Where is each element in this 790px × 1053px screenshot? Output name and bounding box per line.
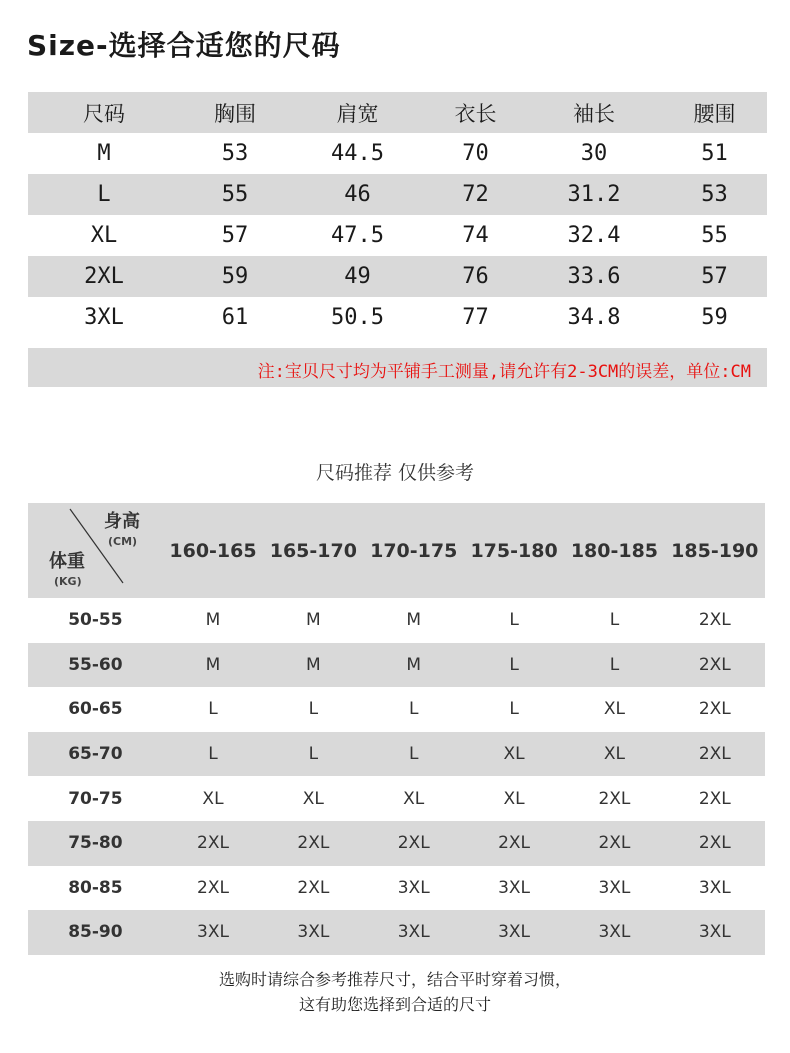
recommendation-row (28, 598, 765, 643)
weight-range: 55-60 (68, 654, 123, 675)
recommended-size: 2XL (598, 833, 631, 854)
recommendation-table (28, 503, 765, 955)
recommended-size: 2XL (698, 744, 731, 765)
recommended-size: 2XL (297, 877, 330, 898)
recommended-size: 2XL (698, 699, 731, 720)
recommended-size: L (308, 744, 319, 765)
recommended-size: M (205, 654, 221, 675)
page-title: Size-选择合适您的尺码 (27, 29, 341, 62)
height-range-header: 175-180 (470, 539, 558, 562)
recommended-size: XL (403, 788, 425, 809)
recommended-size: 3XL (397, 922, 430, 943)
size-cell: 51 (701, 141, 728, 166)
size-cell: 44.5 (331, 141, 384, 166)
recommended-size: 2XL (698, 788, 731, 809)
weight-range: 50-55 (68, 610, 123, 631)
recommendation-row (28, 866, 765, 911)
size-cell: 59 (701, 305, 728, 330)
size-row (28, 215, 767, 256)
recommended-size: XL (302, 788, 324, 809)
recommended-size: M (406, 610, 422, 631)
size-cell: 55 (221, 182, 249, 207)
size-table (28, 92, 767, 338)
recommended-size: 2XL (498, 833, 531, 854)
header-size: 尺码 (83, 101, 125, 126)
size-cell: M (97, 141, 111, 166)
size-cell: 70 (462, 141, 489, 166)
recommended-size: M (306, 610, 321, 631)
size-cell: 34.8 (567, 305, 621, 330)
recommended-size: 2XL (197, 877, 229, 898)
recommended-size: XL (603, 744, 625, 765)
recommended-size: 2XL (698, 654, 731, 675)
recommended-size: 2XL (297, 833, 330, 854)
recommended-size: XL (603, 699, 625, 720)
recommended-size: 2XL (197, 833, 229, 854)
recommended-size: 3XL (698, 877, 731, 898)
size-cell: 77 (462, 305, 489, 330)
recommended-size: 3XL (598, 922, 631, 943)
size-cell: 59 (221, 264, 249, 289)
recommended-size: L (308, 699, 319, 720)
recommended-size: L (208, 744, 218, 765)
recommended-size: L (408, 744, 419, 765)
height-range-header: 170-175 (370, 539, 458, 562)
recommended-size: XL (503, 744, 525, 765)
recommended-size: 3XL (297, 922, 330, 943)
header-chest: 胸围 (214, 101, 256, 126)
size-cell: 50.5 (331, 305, 384, 330)
weight-range: 85-90 (68, 922, 123, 943)
size-cell: 46 (344, 182, 371, 207)
height-unit: (CM) (108, 535, 138, 548)
size-row (28, 174, 767, 215)
recommended-size: XL (503, 788, 525, 809)
recommended-size: 2XL (698, 833, 731, 854)
recommendation-row (28, 643, 765, 688)
weight-label: 体重 (49, 551, 85, 572)
size-cell: 33.6 (567, 264, 621, 289)
size-cell: 30 (580, 141, 608, 166)
recommendation-title: 尺码推荐 仅供参考 (315, 462, 475, 484)
measurement-note: 注:宝贝尺寸均为平铺手工测量,请允许有2-3CM的误差，单位:CM (257, 362, 751, 382)
size-table-header (28, 92, 767, 133)
recommended-size: 3XL (598, 877, 631, 898)
recommended-size: 2XL (698, 610, 731, 631)
size-cell: 49 (344, 264, 371, 289)
recommended-size: L (509, 610, 519, 631)
recommended-size: M (205, 610, 221, 631)
height-range-header: 160-165 (169, 539, 257, 562)
recommended-size: L (208, 699, 218, 720)
recommendation-row (28, 776, 765, 821)
note-bar (28, 348, 767, 387)
footer-note (0, 967, 790, 1017)
weight-range: 75-80 (68, 833, 123, 854)
recommendation-row (28, 821, 765, 866)
recommended-size: L (408, 699, 419, 720)
size-cell: 53 (221, 141, 249, 166)
header-length: 衣长 (454, 101, 497, 126)
size-cell: 55 (701, 223, 728, 248)
corner-cell (28, 503, 163, 598)
recommended-size: 2XL (598, 788, 631, 809)
size-cell: 47.5 (331, 223, 384, 248)
size-cell: XL (90, 223, 118, 248)
recommended-size: 3XL (197, 922, 229, 943)
size-cell: 72 (462, 182, 489, 207)
recommended-size: L (609, 654, 620, 675)
height-range-header: 185-190 (671, 539, 759, 562)
recommendation-row (28, 910, 765, 955)
weight-range: 65-70 (68, 744, 123, 765)
recommended-size: XL (202, 788, 224, 809)
recommended-size: M (306, 654, 321, 675)
recommended-size: L (509, 654, 519, 675)
size-cell: L (97, 182, 111, 207)
size-cell: 61 (221, 305, 249, 330)
weight-unit: (KG) (54, 575, 82, 588)
size-row (28, 297, 767, 338)
size-cell: 2XL (84, 264, 124, 289)
header-shoulder: 肩宽 (336, 101, 379, 126)
size-cell: 32.4 (567, 223, 621, 248)
header-sleeve: 袖长 (573, 101, 615, 126)
recommended-size: 3XL (698, 922, 731, 943)
recommended-size: 3XL (397, 877, 430, 898)
size-cell: 57 (221, 223, 249, 248)
recommended-size: 2XL (397, 833, 430, 854)
recommended-size: L (509, 699, 519, 720)
footer-line-2: 这有助您选择到合适的尺寸 (298, 995, 491, 1014)
weight-range: 80-85 (68, 877, 123, 898)
size-cell: 31.2 (567, 182, 621, 207)
recommended-size: M (406, 654, 422, 675)
recommended-size: L (609, 610, 620, 631)
height-label: 身高 (104, 511, 140, 532)
weight-range: 60-65 (68, 699, 123, 720)
height-range-header: 165-170 (269, 539, 357, 562)
size-cell: 74 (462, 223, 489, 248)
size-cell: 53 (701, 182, 728, 207)
size-cell: 76 (462, 264, 489, 289)
size-cell: 57 (701, 264, 728, 289)
recommendation-header (28, 503, 765, 598)
recommended-size: 3XL (498, 877, 531, 898)
recommendation-row (28, 687, 765, 732)
height-range-header: 180-185 (570, 539, 659, 562)
header-waist: 腰围 (693, 101, 736, 126)
size-row (28, 133, 767, 174)
recommended-size: 3XL (498, 922, 531, 943)
recommendation-row (28, 732, 765, 777)
weight-range: 70-75 (68, 788, 123, 809)
size-cell: 3XL (84, 305, 124, 330)
footer-line-1: 选购时请综合参考推荐尺寸，结合平时穿着习惯， (218, 970, 571, 989)
size-row (28, 256, 767, 297)
